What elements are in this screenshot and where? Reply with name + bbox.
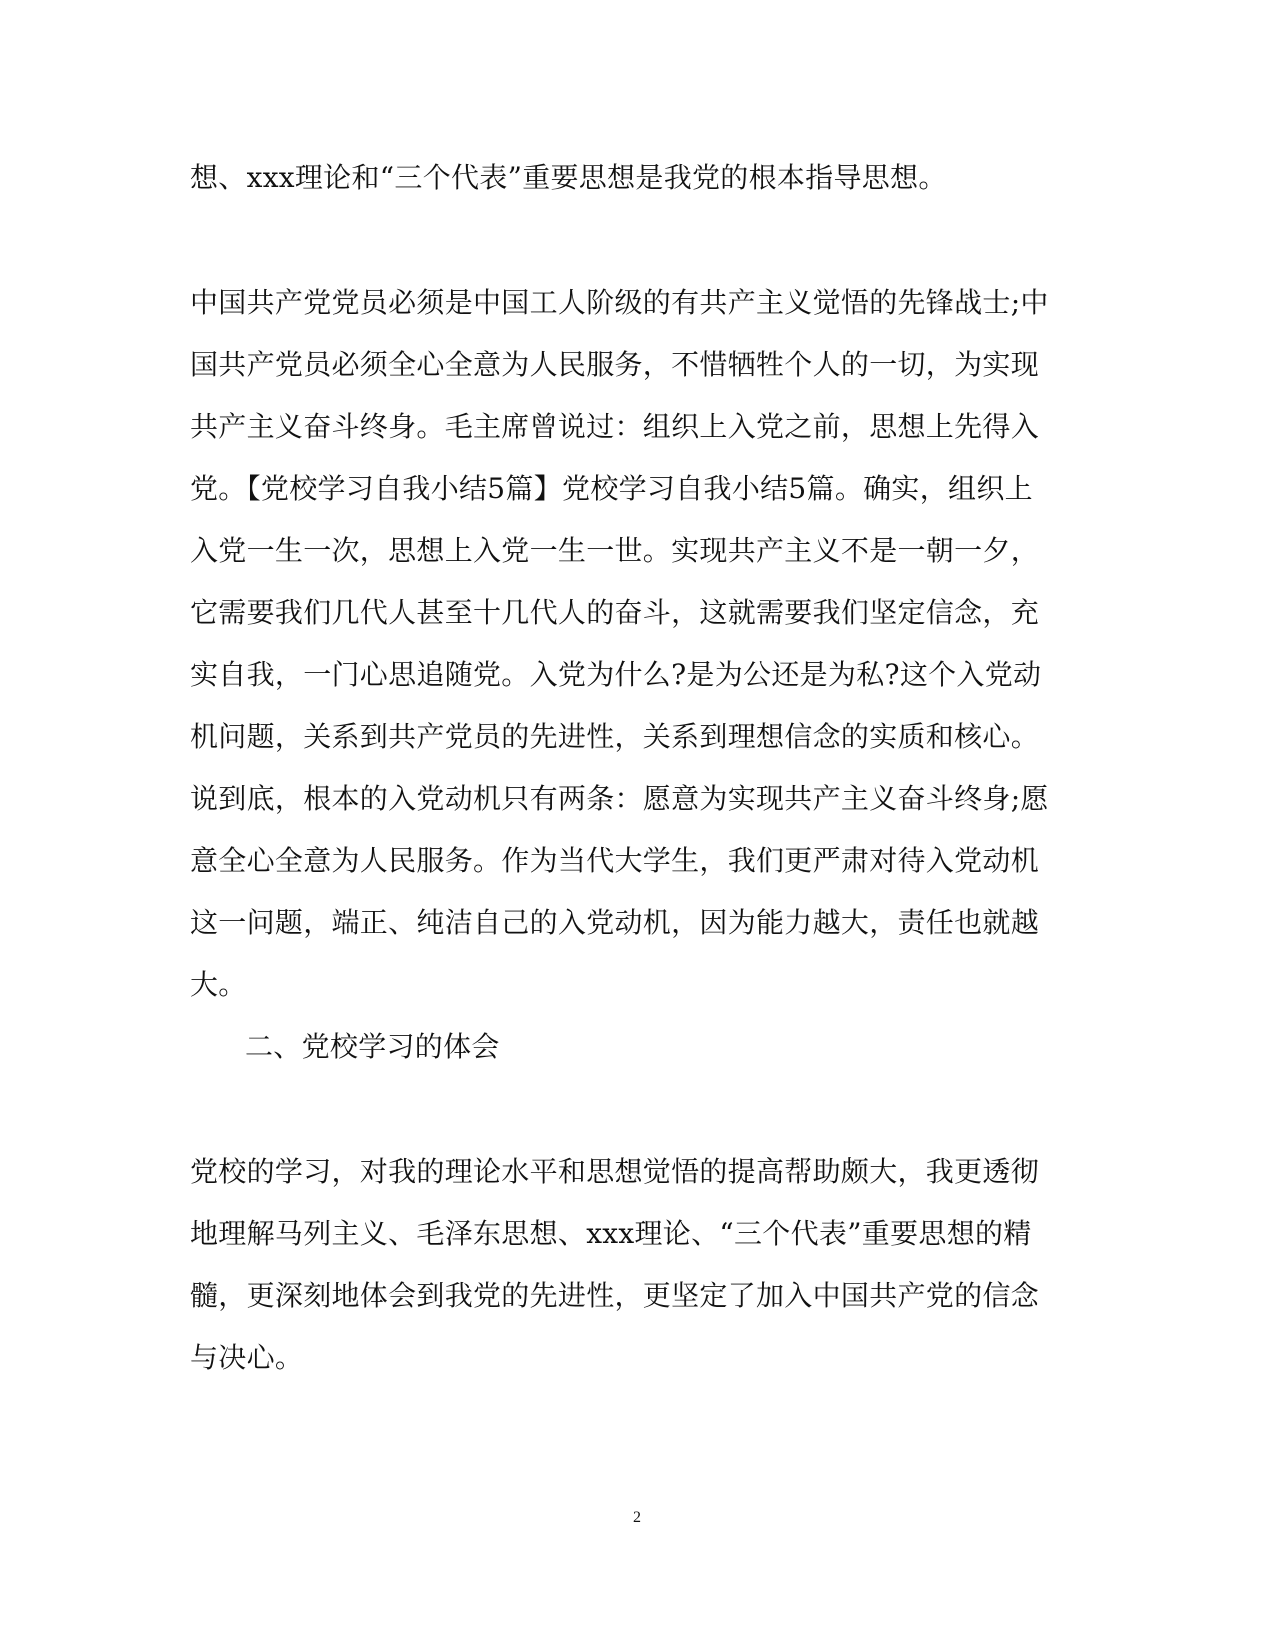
page-number: 2 bbox=[633, 1509, 641, 1526]
paragraph-2-line-1: 中国共产党党员必须是中国工人阶级的有共产主义觉悟的先锋战士;中 bbox=[190, 286, 1049, 319]
section-heading: 二、党校学习的体会 bbox=[245, 1030, 500, 1063]
paragraph-3-line-2: 地理解马列主义、毛泽东思想、xxx理论、“三个代表”重要思想的精 bbox=[190, 1217, 1032, 1250]
paragraph-2-line-3: 共产主义奋斗终身。毛主席曾说过：组织上入党之前，思想上先得入 bbox=[190, 410, 1040, 443]
paragraph-3-line-3: 髓，更深刻地体会到我党的先进性，更坚定了加入中国共产党的信念 bbox=[190, 1279, 1040, 1312]
paragraph-2-line-9: 说到底，根本的入党动机只有两条：愿意为实现共产主义奋斗终身;愿 bbox=[190, 782, 1049, 815]
paragraph-2-line-11: 这一问题，端正、纯洁自己的入党动机，因为能力越大，责任也就越 bbox=[190, 906, 1040, 939]
paragraph-3-line-1: 党校的学习，对我的理论水平和思想觉悟的提高帮助颇大，我更透彻 bbox=[190, 1155, 1040, 1188]
paragraph-1-line-1: 想、xxx理论和“三个代表”重要思想是我党的根本指导思想。 bbox=[190, 161, 947, 194]
paragraph-2-line-2: 国共产党员必须全心全意为人民服务，不惜牺牲个人的一切，为实现 bbox=[190, 348, 1040, 381]
paragraph-2-line-6: 它需要我们几代人甚至十几代人的奋斗，这就需要我们坚定信念，充 bbox=[190, 596, 1040, 629]
paragraph-2-line-5: 入党一生一次，思想上入党一生一世。实现共产主义不是一朝一夕， bbox=[190, 534, 1040, 567]
paragraph-2-line-12: 大。 bbox=[190, 968, 247, 1001]
paragraph-2-line-4: 党。【党校学习自我小结5篇】党校学习自我小结5篇。确实，组织上 bbox=[190, 472, 1033, 505]
paragraph-3-line-4: 与决心。 bbox=[190, 1341, 304, 1374]
paragraph-2-line-7: 实自我，一门心思追随党。入党为什么?是为公还是为私?这个入党动 bbox=[190, 658, 1042, 691]
paragraph-2-line-10: 意全心全意为人民服务。作为当代大学生，我们更严肃对待入党动机 bbox=[190, 844, 1040, 877]
paragraph-2-line-8: 机问题，关系到共产党员的先进性，关系到理想信念的实质和核心。 bbox=[190, 720, 1040, 753]
